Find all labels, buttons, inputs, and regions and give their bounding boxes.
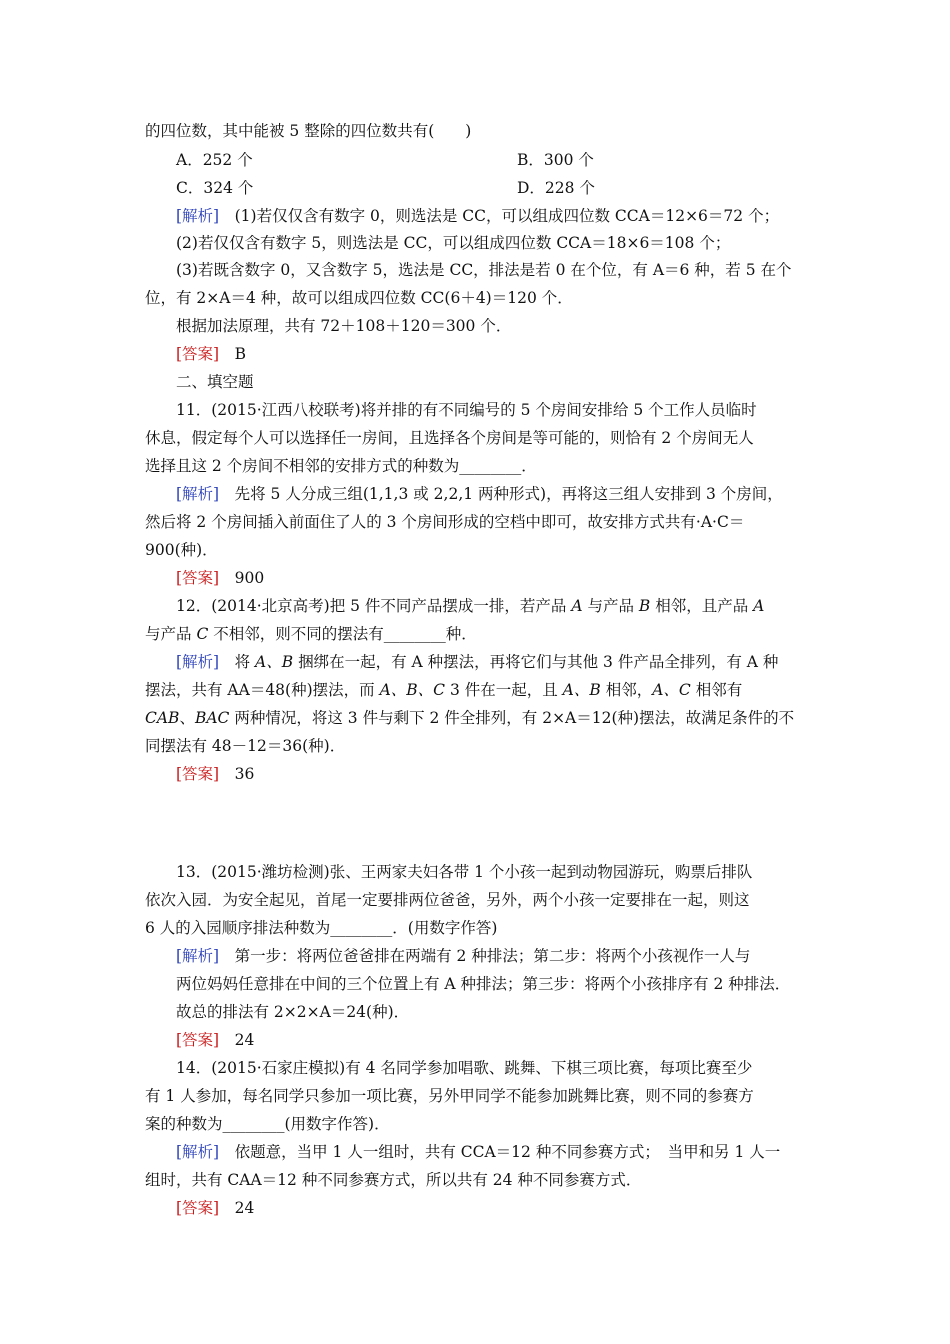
q10-analysis-line1 [176, 206, 779, 226]
text: 相邻，且产品 [650, 597, 754, 615]
q13-stem-line2: 依次入园．为安全起见，首尾一定要排两位爸爸，另外，两个小孩一定要排在一起，则这 [145, 891, 750, 909]
q14-stem-line2: 有 1 人参加，每名同学只参加一项比赛，另外甲同学不能参加跳舞比赛，则不同的参赛方 [145, 1087, 754, 1105]
answer-tag: [答案] [176, 569, 220, 587]
q13-stem-line3: 6 人的入园顺序排法种数为________．(用数字作答) [145, 919, 498, 937]
q13-answer [176, 1030, 254, 1050]
q11-stem-line1: 11．(2015·江西八校联考)将并排的有不同编号的 5 个房间安排给 5 个工作人员临时 [176, 401, 757, 419]
analysis-text: 第一步：将两位爸爸排在两端有 2 种排法；第二步：将两个小孩视作一人与 [219, 947, 751, 965]
text: 3 件在一起，且 [445, 681, 563, 699]
answer-value: B [234, 345, 247, 363]
text: 摆法，共有 AA＝48(种)摆法，而 [145, 681, 380, 699]
q11-stem-line2: 休息，假定每个人可以选择任一房间，且选择各个房间是等可能的，则恰有 2 个房间无人 [145, 429, 754, 447]
var-bac: BAC [194, 709, 230, 727]
var-abc: A、B、C [379, 681, 446, 699]
q12-analysis-line1 [176, 652, 778, 672]
q11-analysis-line1 [176, 484, 783, 504]
q14-stem-line3: 案的种数为________(用数字作答)． [145, 1115, 390, 1133]
analysis-text: 依题意，当甲 1 人一组时，共有 CCA＝12 种不同参赛方式； 当甲和另 1 人一 [219, 1143, 781, 1161]
q10-analysis-line3: (3)若既含数字 0，又含数字 5，选法是 CC，排法是若 0 在个位，有 A＝6 种，若 5 在个 [176, 261, 792, 279]
q11-stem-line3: 选择且这 2 个房间不相邻的安排方式的种数为________． [145, 457, 537, 475]
text: 12．(2014·北京高考)把 5 件不同产品摆成一排，若产品 [176, 597, 572, 615]
var-b: B [638, 597, 651, 615]
q13-analysis-line2: 两位妈妈任意排在中间的三个位置上有 A 种排法；第三步：将两个小孩排序有 2 种排法． [176, 975, 791, 993]
var-ab: A、B [562, 681, 601, 699]
answer-tag: [答案] [176, 345, 220, 363]
q11-analysis-line3: 900(种)． [145, 541, 218, 559]
answer-value: 36 [234, 765, 255, 783]
answer-value: 24 [234, 1031, 255, 1049]
text: 相邻， [600, 681, 653, 699]
q14-stem-line1: 14．(2015·石家庄模拟)有 4 名同学参加唱歌、跳舞、下棋三项比赛，每项比赛至少 [176, 1059, 753, 1077]
var-c: C [196, 625, 209, 643]
analysis-text: (1)若仅仅含有数字 0，则选法是 CC，可以组成四位数 CCA＝12×6＝72 个； [219, 207, 780, 225]
q12-analysis-line2 [145, 680, 742, 700]
q13-analysis-line3: 故总的排法有 2×2×A＝24(种)． [176, 1003, 410, 1021]
section-title: 二、填空题 [176, 373, 254, 391]
q10-analysis-line2: (2)若仅仅含有数字 5，则选法是 CC，可以组成四位数 CCA＝18×6＝108 个； [176, 234, 731, 252]
text: 两种情况，将这 3 件与剩下 2 件全排列，有 2×A＝12(种)摆法，故满足条件的不 [229, 709, 795, 727]
q10-analysis-line4: 位，有 2×A＝4 种，故可以组成四位数 CC(6＋4)＝120 个． [145, 289, 573, 307]
q10-option-d: D．228 个 [517, 179, 595, 197]
q13-analysis-line1 [176, 946, 750, 966]
answer-tag: [答案] [176, 1031, 220, 1049]
q10-analysis-line5: 根据加法原理，共有 72＋108＋120＝300 个． [176, 317, 512, 335]
analysis-tag: [解析] [176, 947, 220, 965]
text: 与产品 [145, 625, 197, 643]
text: 将 [219, 653, 256, 671]
analysis-text: 先将 5 人分成三组(1,1,3 或 2,2,1 两种形式)，再将这三组人安排到 3 个房间， [219, 485, 783, 503]
q12-answer [176, 764, 254, 784]
q12-analysis-line4: 同摆法有 48－12＝36(种)． [145, 737, 346, 755]
text: 相邻有 [690, 681, 743, 699]
analysis-tag: [解析] [176, 1143, 220, 1161]
var-cab: CAB [145, 709, 180, 727]
text: 、 [179, 709, 195, 727]
q14-analysis-line1 [176, 1142, 780, 1162]
analysis-tag: [解析] [176, 485, 220, 503]
q10-answer [176, 344, 246, 364]
q12-stem-line2 [145, 624, 477, 644]
var-ab: A、B [255, 653, 294, 671]
q10-option-a: A．252 个 [176, 151, 253, 169]
var-a: A [571, 597, 583, 615]
text: 不相邻，则不同的摆法有________种． [208, 625, 477, 643]
text: 与产品 [582, 597, 639, 615]
answer-value: 900 [234, 569, 265, 587]
q10-option-b: B．300 个 [517, 151, 594, 169]
q13-stem-line1: 13．(2015·潍坊检测)张、王两家夫妇各带 1 个小孩一起到动物园游玩，购票后排队 [176, 863, 753, 881]
q11-answer [176, 568, 264, 588]
answer-tag: [答案] [176, 1199, 220, 1217]
q12-stem-line1 [176, 596, 764, 616]
q11-analysis-line2: 然后将 2 个房间插入前面住了人的 3 个房间形成的空档中即可，故安排方式共有·A·C＝ [145, 513, 745, 531]
q10-stem: 的四位数，其中能被 5 整除的四位数共有( ) [145, 122, 472, 140]
var-ac: A、C [652, 681, 691, 699]
text: 捆绑在一起，有 A 种摆法，再将它们与其他 3 件产品全排列，有 A 种 [293, 653, 779, 671]
var-a: A [753, 597, 765, 615]
answer-value: 24 [234, 1199, 255, 1217]
analysis-tag: [解析] [176, 207, 220, 225]
answer-tag: [答案] [176, 765, 220, 783]
q10-option-c: C．324 个 [176, 179, 254, 197]
q12-analysis-line3 [145, 708, 794, 728]
q14-analysis-line2: 组时，共有 CAA＝12 种不同参赛方式，所以共有 24 种不同参赛方式． [145, 1171, 642, 1189]
analysis-tag: [解析] [176, 653, 220, 671]
q14-answer [176, 1198, 254, 1218]
